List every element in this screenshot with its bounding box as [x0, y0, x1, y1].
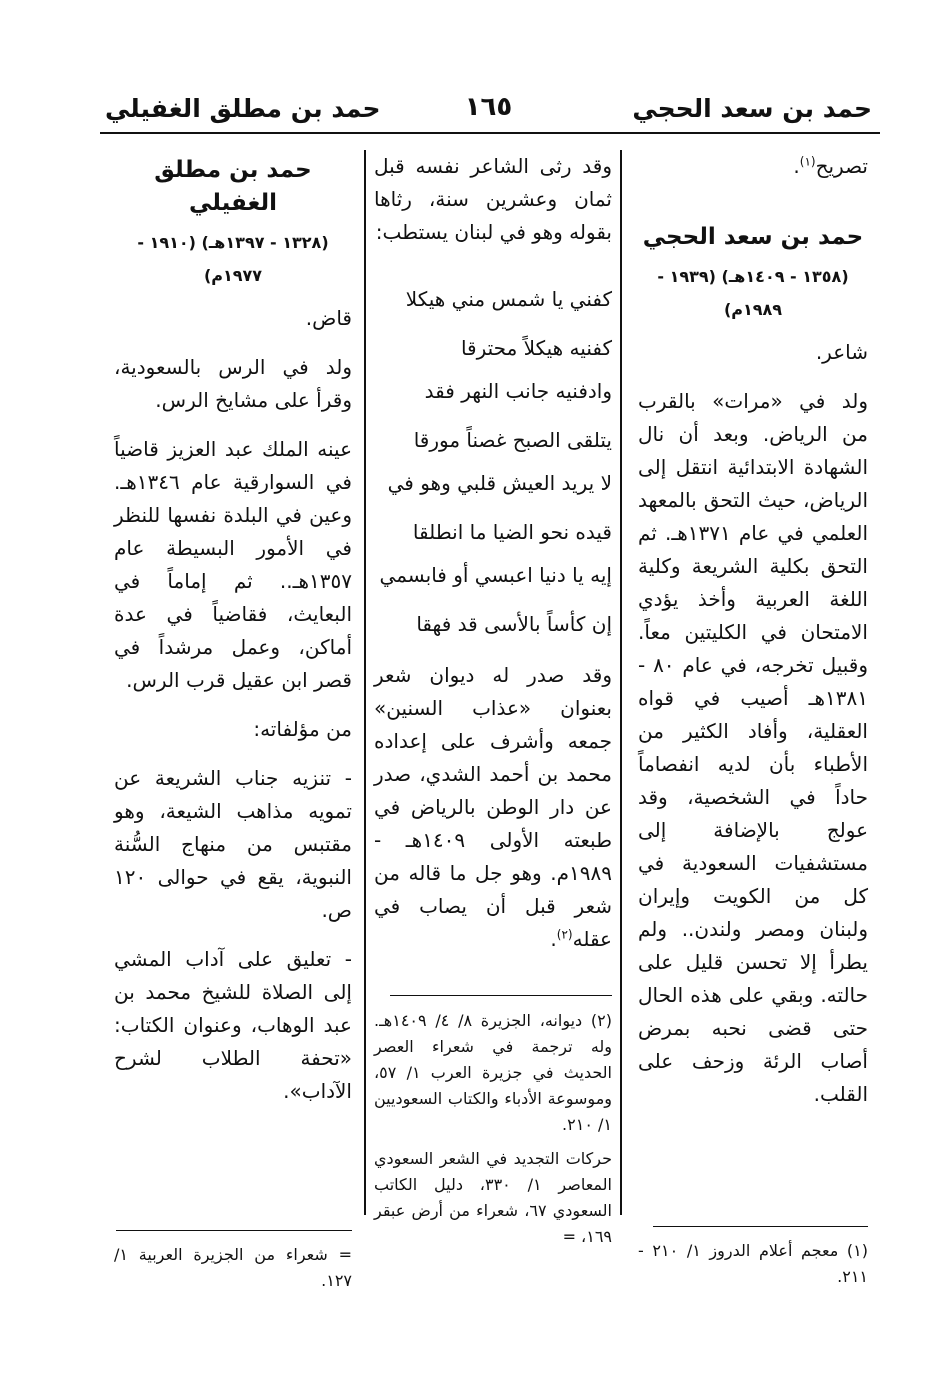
- header-rule: [100, 132, 880, 134]
- entry-dates: (١٣٥٨ - ١٤٠٩هـ) (١٩٣٩ - ١٩٨٩م): [657, 267, 849, 319]
- column-right: [638, 150, 868, 1127]
- page-number: ١٦٥: [464, 92, 513, 122]
- work-item: - تعليق على آداب المشي إلى الصلاة للشيخ محمد بن عبد الوهاب، وعنوان الكتاب: «تحفة الطلاب لشرح الآداب».: [114, 947, 352, 1103]
- works-label: من مؤلفاته:: [253, 717, 352, 741]
- entry-paragraph: عينه الملك عبد العزيز قاضياً في السوارقية عام ١٣٤٦هـ. وعين في البلدة نفسها للنظر في الأمور البسيطة عام ١٣٥٧هـ.. ثم إماماً في البعايث، فقاضياً في عدة أماكن، وعمل مرشداً في قصر ابن عقيل قرب الرس.: [114, 437, 352, 692]
- verse-line: يتلقى الصبح غصناً مورقا: [413, 428, 612, 452]
- entry-role: قاض.: [305, 306, 352, 330]
- verse-line: كفني يا شمس مني هيكلا: [405, 287, 612, 311]
- carryover-text: تصريح$^{(١)}$.: [793, 154, 868, 178]
- entry-body: ولد في «مرات» بالقرب من الرياض. وبعد أن نال الشهادة الابتدائية انتقل إلى الرياض، حيث التحق بالمعهد العلمي في عام ١٣٧١هـ. ثم التحق بكلية الشريعة وكلية اللغة العربية وأخذ يؤدي الامتحان في الكليتين معاً. وقبيل تخرجه، في عام ٨٠ - ١٣٨١هـ أصيب في قواه العقلية، وأفاد الكثير من الأطباء بأن لديه انفصاماً حاداً في الشخصية، وقد عولج بالإضافة إلى مستشفيات السعودية في كل من الكويت وإيران ولبنان ومصر ولندن.. ولم يطرأ إلا تحسن قليل على حالته. وبقي على هذه الحال حتى قضى نحبه بمرض أصاب الرئة وزحف على القلب.: [638, 389, 869, 1106]
- footnote-ref: (١): [799, 154, 816, 169]
- verse-line: إن كأساً بالأسى قد فهقا: [416, 612, 612, 636]
- footnote-middle: (٢) ديوانه، الجزيرة ٨/ ٤/ ١٤٠٩هـ. وله ترجمة في شعراء العصر الحديث في جزيرة العرب ١/ ٥٧، وموسوعة الأدباء والكتاب السعوديين ١/ ٢١٠. حركات التجديد في الشعر السعودي المعاصر ١/ ٣٣٠، دليل الكاتب السعودي ٦٧، شعراء من أرض عبقر ١٦٩، =: [374, 1011, 613, 1246]
- diwan-paragraph: وقد صدر له ديوان شعر بعنوان «عذاب السنين» جمعه وأشرف على إعداده محمد بن أحمد الشدي، صدر عن دار الوطن بالرياض في طبعته الأولى ١٤٠٩هـ - ١٩٨٩م. وهو جل ما قاله من شعر قبل أن يصاب في عقله$^{(٢)}$.: [374, 663, 613, 951]
- footnote-rule-left: [116, 1230, 352, 1231]
- column-middle: [374, 150, 612, 972]
- footnote-rule-middle: [390, 995, 612, 996]
- verse-line: قيده نحو الضيا ما انطلقا: [412, 520, 612, 544]
- entry-role: شاعر.: [815, 340, 868, 364]
- entry-name: حمد بن سعد الحجي: [642, 224, 864, 250]
- entry-name: حمد بن مطلق الغفيلي: [154, 157, 312, 216]
- header-right-title: حمد بن سعد الحجي: [632, 94, 872, 123]
- entry-paragraph: ولد في الرس بالسعودية، وقرأ على مشايخ الرس.: [114, 355, 352, 412]
- column-divider-right: [620, 150, 622, 1215]
- footnote-left: = شعراء من الجزيرة العربية ١/ ١٢٧.: [114, 1245, 352, 1290]
- verse-line: إيه يا دنيا اعبسي أو فابسمي: [379, 563, 612, 587]
- entry-dates: (١٣٢٨ - ١٣٩٧هـ) (١٩١٠ - ١٩٧٧م): [137, 233, 329, 285]
- footnote-rule-right: [653, 1226, 868, 1227]
- elegy-intro: وقد رثى الشاعر نفسه قبل ثمان وعشرين سنة، رثاها بقوله وهو في لبنان يستطب:: [374, 154, 612, 244]
- header-left-title: حمد بن مطلق الغفيلي: [105, 94, 381, 123]
- column-left: [114, 150, 352, 1124]
- footnote-right: (١) معجم أعلام الدروز ١/ ٢١٠ - ٢١١.: [638, 1241, 868, 1286]
- verse-line: وادفنيه جانب النهر فقد: [424, 379, 612, 403]
- running-header: [105, 88, 872, 128]
- column-divider-left: [364, 150, 366, 1215]
- footnote-ref: (٢): [556, 927, 573, 942]
- work-item: - تنزيه جناب الشريعة عن تمويه مذاهب الشيعة، وهو مقتبس من منهاج السُّنة النبوية، يقع في حوالى ١٢٠ ص.: [114, 766, 352, 922]
- verse-line: لا يريد العيش قلبي وهو في: [387, 471, 612, 495]
- verse-line: كفنيه هيكلاً محترقا: [460, 336, 612, 360]
